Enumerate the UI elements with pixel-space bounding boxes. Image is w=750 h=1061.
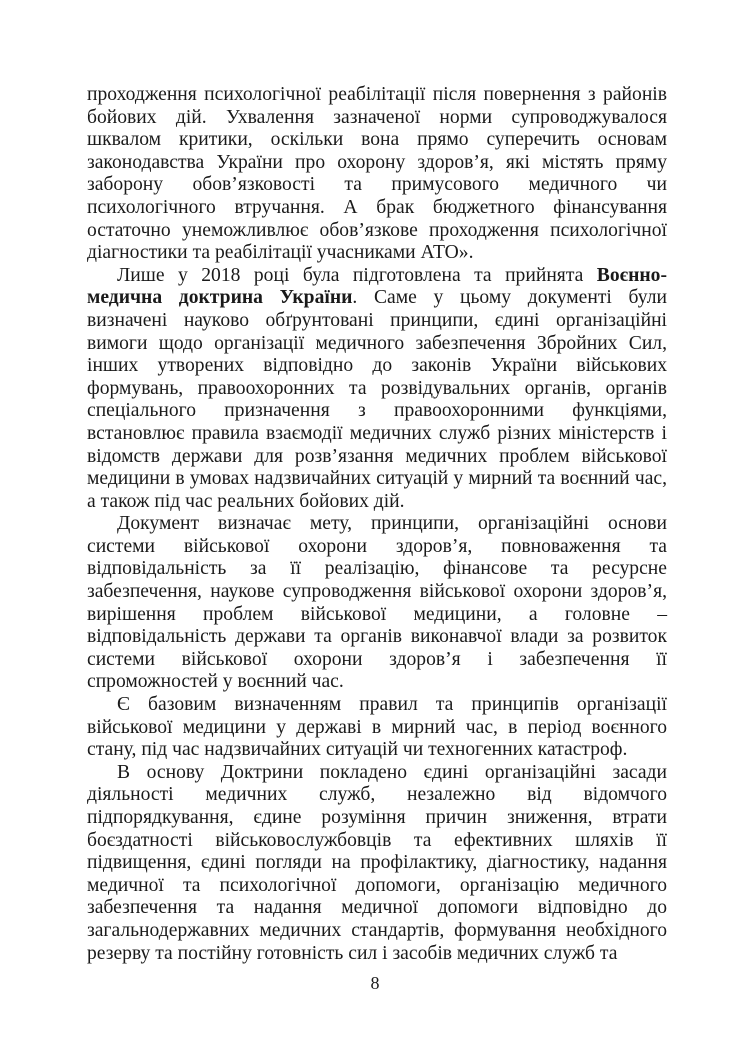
paragraph-2 (87, 265, 667, 514)
doctrine-title-bold: Воєнно-медична доктрина України (87, 264, 667, 309)
paragraph-1: проходження психологічної реабілітації після повернення з районів бойових дій. Ухвалення зазначеної норми супроводжувалося шквалом критики, оскільки вона прямо суперечить основам законодавства України про охорону здоров’я, які містять пряму заборону обов’язковості та примусового медичного чи психологічного втручання. А брак бюджетного фінансування остаточно унеможливлює обов’язкове проходження психологічної діагностики та реабілітації учасниками АТО». (87, 84, 667, 264)
page-number: 8 (370, 973, 380, 993)
paragraph-5: В основу Доктрини покладено єдині організаційні засади діяльності медичних служб, незалежно від відомчого підпорядкування, єдине розуміння причин зниження, втрати боєздатності військовослужбовців та ефективних шляхів її підвищення, єдині погляди на профілактику, діагностику, надання медичної та психологічної допомоги, організацію медичного забезпечення та надання медичної допомоги відповідно до загальнодержавних медичних стандартів, формування необхідного резерву та постійну готовність сил і засобів медичних служб та (87, 761, 667, 964)
paragraph-3: Документ визначає мету, принципи, організаційні основи системи військової охорони здоров’я, повноваження та відповідальність за її реалізацію, фінансове та ресурсне забезпечення, наукове супроводження військової охорони здоров’я, вирішення проблем військової медицини, а головне – відповідальність держави та органів виконавчої влади за розвиток системи військової охорони здоров’я і забезпечення її спроможностей у воєнний час. (87, 513, 667, 693)
body-text (87, 84, 667, 965)
paragraph-2-text-after: . Саме у цьому документі були визначені науково обґрунтовані принципи, єдині організаційні вимоги щодо організації медичного забезпечення Збройних Сил, інших утворених відповідно до законів України військових формувань, правоохоронних та розвідувальних органів, органів спеціального призначення з правоохоронними функціями, встановлює правила взаємодії медичних служб різних міністерств і відомств держави для розв’язання медичних проблем військової медицини в умовах надзвичайних ситуацій у мирний та воєнний час, а також під час реальних бойових дій. (87, 287, 667, 512)
paragraph-4: Є базовим визначенням правил та принципів організації військової медицини у державі в мирний час, в період воєнного стану, під час надзвичайних ситуацій чи техногенних катастроф. (87, 694, 667, 761)
paragraph-2-text-before: Лише у 2018 році була підготовлена та прийнята (117, 264, 597, 286)
